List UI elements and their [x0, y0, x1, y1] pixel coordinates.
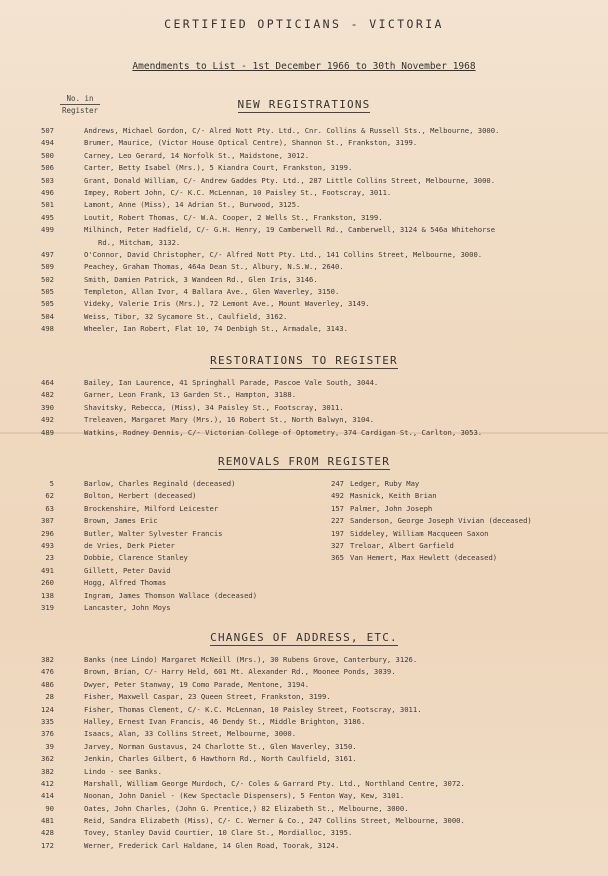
entry-text: Smith, Damien Patrick, 3 Wandeen Rd., Glen Iris, 3146. [84, 274, 318, 284]
register-number: 482 [41, 390, 54, 400]
entry-text: Fisher, Maxwell Caspar, 23 Queen Street, Frankston, 3199. [84, 692, 331, 702]
register-number: 362 [41, 754, 54, 764]
list-item [0, 138, 608, 150]
list-item [0, 238, 608, 250]
register-number: 492 [331, 491, 344, 501]
list-item [300, 553, 600, 565]
entry-text: Andrews, Michael Gordon, C/- Alred Nott Pty. Ltd., Cnr. Collins & Russell Sts., Melbourne, 3000. [84, 126, 500, 135]
register-number: 260 [41, 578, 54, 588]
entry-text: Banks (nee Lindo) Margaret McNeill (Mrs.), 30 Rubens Grove, Canterbury, 3126. [84, 655, 418, 664]
entry-text: Sanderson, George Joseph Vivian (deceased) [350, 516, 532, 526]
entry-text: Brockenshire, Milford Leicester [84, 503, 219, 513]
list-item [0, 566, 608, 578]
entry-text: Isaacs, Alan, 33 Collins Street, Melbourne, 3000. [84, 729, 297, 739]
register-number: 327 [331, 540, 344, 550]
entry-text: Weiss, Tibor, 32 Sycamore St., Caulfield, 3162. [84, 311, 288, 321]
register-number: 227 [331, 516, 344, 526]
register-number: 157 [331, 503, 344, 513]
entry-text: Treleaven, Margaret Mary (Mrs.), 16 Robert St., North Balwyn, 3104. [84, 415, 374, 425]
entry-text: Gillett, Peter David [84, 565, 171, 575]
entry-text: Fisher, Thomas Clement, C/- K.C. McLennan, 10 Paisley Street, Footscray, 3011. [84, 704, 422, 714]
entry-text: Siddeley, William Macqueen Saxon [350, 528, 489, 538]
entry-text: Dwyer, Peter Stanway, 19 Como Parade, Mentone, 3194. [84, 679, 310, 689]
register-number: 63 [45, 503, 54, 513]
register-number: 319 [41, 602, 54, 612]
register-number: 501 [41, 200, 54, 210]
list-item [0, 779, 608, 791]
entry-text: Jarvey, Norman Gustavus, 24 Charlotte St., Glen Waverley, 3150. [84, 741, 357, 751]
removals-right-list [300, 479, 600, 566]
register-number: 505 [41, 287, 54, 297]
list-item [0, 312, 608, 324]
new-registrations-title: NEW REGISTRATIONS [237, 98, 371, 111]
list-item [300, 516, 600, 528]
list-item [300, 491, 600, 503]
register-number: 335 [41, 716, 54, 726]
entry-text: Garner, Leon Frank, 13 Garden St., Hampton, 3188. [84, 390, 297, 400]
entry-text: Brumer, Maurice, (Victor House Optical Centre), Shannon St., Frankston, 3199. [84, 138, 418, 148]
register-number: 506 [41, 163, 54, 173]
list-item [300, 541, 600, 553]
entry-text: O'Connor, David Christopher, C/- Alfred Nott Pty. Ltd., 141 Collins Street, Melbourne, 3000. [84, 249, 483, 259]
list-item [0, 415, 608, 427]
changes-list [0, 655, 608, 853]
list-item [0, 729, 608, 741]
list-item [0, 742, 608, 754]
register-number: 28 [45, 692, 54, 702]
list-item [0, 262, 608, 274]
list-item [300, 504, 600, 516]
register-number: 365 [331, 553, 344, 563]
entry-text: Brown, Brian, C/- Harry Held, 601 Mt. Alexander Rd., Moonee Ponds, 3039. [84, 667, 396, 677]
list-item [0, 428, 608, 440]
register-number: 507 [41, 126, 54, 135]
entry-text: Peachey, Graham Thomas, 464a Dean St., Albury, N.S.W., 2640. [84, 262, 344, 272]
entry-text: Templeton, Allan Ivor, 4 Ballara Ave., Glen Waverley, 3150. [84, 287, 340, 297]
list-item [0, 378, 608, 390]
entry-text: Halley, Ernest Ivan Francis, 46 Dendy St., Middle Brighton, 3186. [84, 716, 366, 726]
register-number: 491 [41, 565, 54, 575]
entry-text: Bolton, Herbert (deceased) [84, 491, 197, 501]
register-number: 172 [41, 840, 54, 850]
list-item [0, 717, 608, 729]
entry-text: Ledger, Ruby May [350, 479, 420, 488]
list-item [0, 250, 608, 262]
list-item [0, 816, 608, 828]
entry-text: Van Hemert, Max Hewlett (deceased) [350, 553, 498, 563]
list-item [0, 828, 608, 840]
register-number: 496 [41, 187, 54, 197]
list-item [0, 225, 608, 237]
list-item [0, 655, 608, 667]
entry-text: Treloar, Albert Garfield [350, 540, 454, 550]
entry-text: Oates, John Charles, (John G. Prentice,) 82 Elizabeth St., Melbourne, 3000. [84, 803, 409, 813]
list-item [0, 299, 608, 311]
entry-text: Lamont, Anne (Miss), 14 Adrian St., Burwood, 3125. [84, 200, 301, 210]
register-number: 493 [41, 540, 54, 550]
list-item [0, 151, 608, 163]
list-item [0, 275, 608, 287]
entry-text: Impey, Robert John, C/- K.C. McLennan, 10 Paisley St., Footscray, 3011. [84, 187, 392, 197]
register-number: 499 [41, 225, 54, 235]
register-number: 23 [45, 553, 54, 563]
entry-text: Palmer, John Joseph [350, 503, 433, 513]
register-number: 498 [41, 324, 54, 334]
list-item [0, 287, 608, 299]
register-number: 503 [41, 175, 54, 185]
register-number: 505 [41, 299, 54, 309]
entry-text: Carney, Leo Gerard, 14 Norfolk St., Maidstone, 3012. [84, 150, 310, 160]
entry-text: Lindo - see Banks. [84, 766, 162, 776]
register-number: 307 [41, 516, 54, 526]
register-number: 382 [41, 655, 54, 664]
entry-text: Lancaster, John Moys [84, 602, 171, 612]
entry-text: Masnick, Keith Brian [350, 491, 437, 501]
entry-text: Bailey, Ian Laurence, 41 Springhall Parade, Pascoe Vale South, 3044. [84, 378, 379, 387]
entry-text: Videky, Valerie Iris (Mrs.), 72 Lemont Ave., Mount Waverley, 3149. [84, 299, 370, 309]
list-item [0, 791, 608, 803]
entry-text: Loutit, Robert Thomas, C/- W.A. Cooper, 2 Wells St., Frankston, 3199. [84, 212, 383, 222]
register-number: 492 [41, 415, 54, 425]
register-number: 197 [331, 528, 344, 538]
register-number: 412 [41, 778, 54, 788]
register-number: 509 [41, 262, 54, 272]
new-registrations-list [0, 126, 608, 337]
removals-title: REMOVALS FROM REGISTER [217, 455, 391, 468]
list-item [0, 213, 608, 225]
entry-text: Grant, Donald William, C/- Andrew Gaddes Pty. Ltd., 287 Little Collins Street, Melbourne, 3000. [84, 175, 496, 185]
register-number: 382 [41, 766, 54, 776]
list-item [0, 163, 608, 175]
register-number: 5 [49, 479, 54, 488]
register-number: 494 [41, 138, 54, 148]
list-item [300, 529, 600, 541]
list-item [0, 754, 608, 766]
page-title: CERTIFIED OPTICIANS - VICTORIA [164, 17, 444, 31]
entry-text: Milhinch, Peter Hadfield, C/- G.H. Henry, 19 Camberwell Rd., Camberwell, 3124 & 546a Whitehorse [84, 225, 496, 235]
entry-text: Reid, Sandra Elizabeth (Miss), C/- C. Werner & Co., 247 Collins Street, Melbourne, 3000. [84, 816, 465, 826]
entry-text: Ingram, James Thomson Wallace (deceased) [84, 590, 258, 600]
entry-text: Barlow, Charles Reginald (deceased) [84, 479, 236, 488]
entry-text: Watkins, Rodney Dennis, C/- Victorian College of Optometry, 374 Cardigan St., Carlton, 3053. [84, 427, 483, 437]
register-number: 414 [41, 791, 54, 801]
list-item [0, 126, 608, 138]
list-item [0, 705, 608, 717]
register-number: 90 [45, 803, 54, 813]
register-number: 39 [45, 741, 54, 751]
list-item [0, 324, 608, 336]
entry-text: Wheeler, Ian Robert, Flat 10, 74 Denbigh St., Armadale, 3143. [84, 324, 348, 334]
list-item [0, 578, 608, 590]
entry-text: de Vries, Derk Pieter [84, 540, 175, 550]
register-number: 428 [41, 828, 54, 838]
entry-text: Carter, Betty Isabel (Mrs.), 5 Kiandra Court, Frankston, 3199. [84, 163, 353, 173]
entry-text: Noonan, John Daniel - (Kew Spectacle Dispensers), 5 Fenton Way, Kew, 3101. [84, 791, 405, 801]
list-item [0, 403, 608, 415]
entry-text: Dobbie, Clarence Stanley [84, 553, 188, 563]
list-item [0, 591, 608, 603]
entry-text: Werner, Frederick Carl Haldane, 14 Glen Road, Toorak, 3124. [84, 840, 340, 850]
list-item [0, 692, 608, 704]
register-number: 476 [41, 667, 54, 677]
register-number: 489 [41, 427, 54, 437]
list-item [0, 767, 608, 779]
list-item [0, 200, 608, 212]
register-number: 296 [41, 528, 54, 538]
register-number: 138 [41, 590, 54, 600]
entry-text: Butler, Walter Sylvester Francis [84, 528, 223, 538]
entry-text: Marshall, William George Murdoch, C/- Coles & Garrard Pty. Ltd., Northland Centre, 3072. [84, 778, 465, 788]
entry-text: Jenkin, Charles Gilbert, 6 Hawthorn Rd., North Caulfield, 3161. [84, 754, 357, 764]
restorations-list [0, 378, 608, 440]
page-subtitle: Amendments to List - 1st December 1966 to 30th November 1968 [132, 61, 476, 72]
register-number: 481 [41, 816, 54, 826]
list-item [0, 176, 608, 188]
register-number: 376 [41, 729, 54, 739]
register-number: 497 [41, 249, 54, 259]
restorations-title: RESTORATIONS TO REGISTER [210, 354, 398, 367]
register-number: 495 [41, 212, 54, 222]
entry-text: Shavitsky, Rebecca, (Miss), 34 Paisley St., Footscray, 3011. [84, 402, 344, 412]
register-number: 124 [41, 704, 54, 714]
list-item [300, 479, 600, 491]
register-number: 500 [41, 150, 54, 160]
list-item [0, 667, 608, 679]
register-number: 464 [41, 378, 54, 387]
register-number: 486 [41, 679, 54, 689]
list-item [0, 390, 608, 402]
list-item [0, 603, 608, 615]
list-item [0, 804, 608, 816]
entry-text: Brown, James Eric [84, 516, 158, 526]
list-item [0, 841, 608, 853]
register-number: 390 [41, 402, 54, 412]
entry-text: Rd., Mitcham, 3132. [98, 237, 181, 247]
register-number: 504 [41, 311, 54, 321]
list-item [0, 680, 608, 692]
changes-title: CHANGES OF ADDRESS, ETC. [210, 631, 398, 644]
entry-text: Hogg, Alfred Thomas [84, 578, 167, 588]
register-number: 62 [45, 491, 54, 501]
list-item [0, 188, 608, 200]
register-number: 247 [331, 479, 344, 488]
register-number: 502 [41, 274, 54, 284]
entry-text: Tovey, Stanley David Courtier, 10 Clare St., Mordialloc, 3195. [84, 828, 353, 838]
register-number-heading: No. in Register [61, 94, 99, 115]
